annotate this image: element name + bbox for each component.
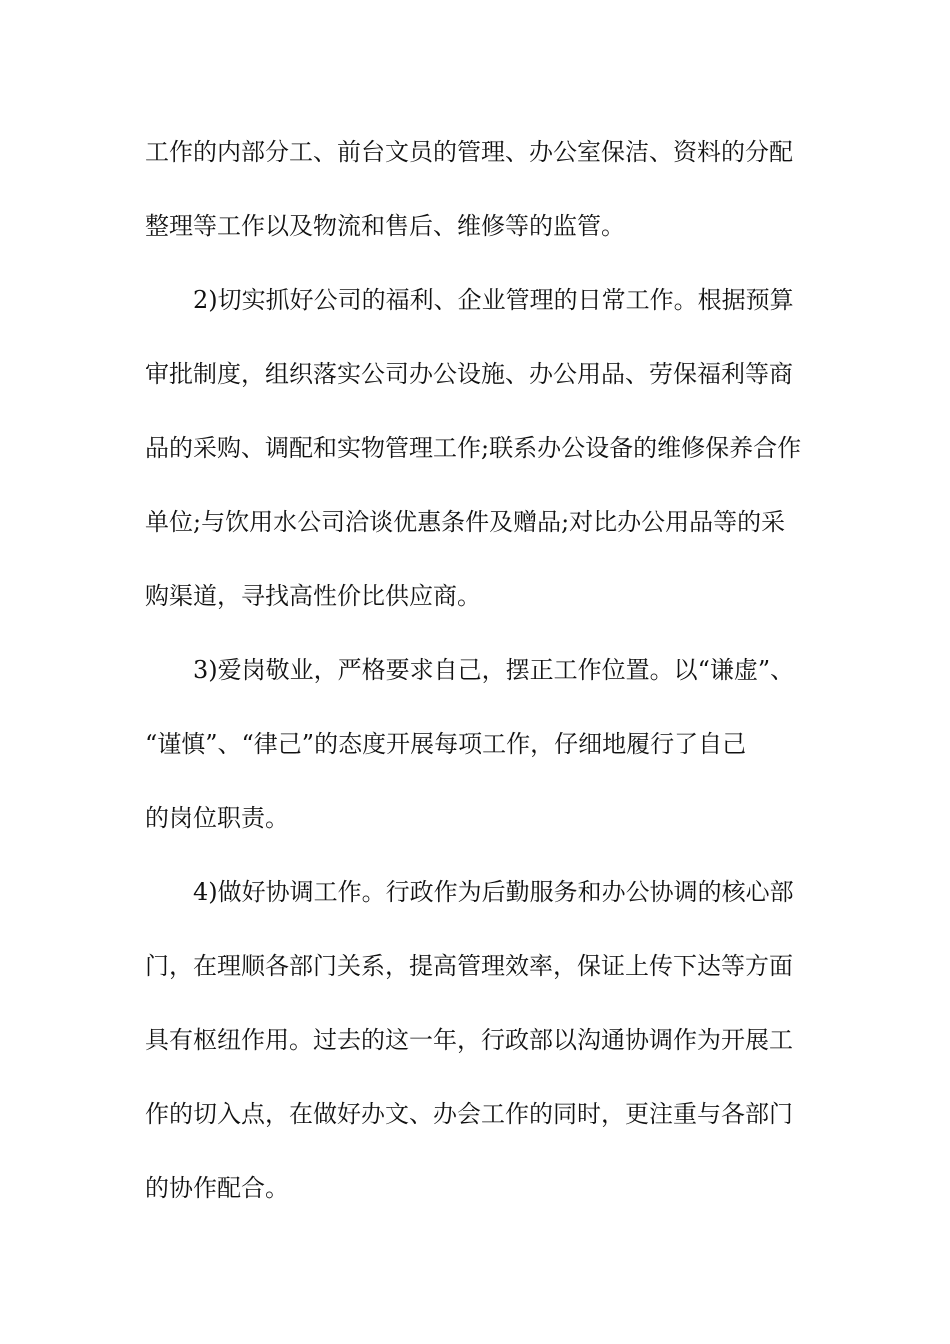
text-line: 具有枢纽作用。过去的这一年，行政部以沟通协调作为开展工 (145, 1026, 793, 1054)
text-line: “谨慎”、“律己”的态度开展每项工作，仔细地履行了自己 (145, 730, 747, 758)
text-line: 门，在理顺各部门关系，提高管理效率，保证上传下达等方面 (145, 952, 793, 980)
document-body (145, 128, 825, 1238)
text-line: 的岗位职责。 (145, 804, 289, 832)
text-line: 整理等工作以及物流和售后、维修等的监管。 (145, 212, 625, 240)
text-line: 审批制度，组织落实公司办公设施、办公用品、劳保福利等商 (145, 360, 793, 388)
text-line: 单位;与饮用水公司洽谈优惠条件及赠品;对比办公用品等的采 (145, 508, 786, 536)
paragraph-start-line: 4)做好协调工作。行政作为后勤服务和办公协调的核心部 (193, 878, 794, 906)
paragraph-start-line: 2)切实抓好公司的福利、企业管理的日常工作。根据预算 (193, 286, 794, 314)
text-line: 购渠道，寻找高性价比供应商。 (145, 582, 481, 610)
text-line: 工作的内部分工、前台文员的管理、办公室保洁、资料的分配 (145, 138, 793, 166)
text-line: 的协作配合。 (145, 1174, 289, 1202)
text-line: 作的切入点，在做好办文、办会工作的同时，更注重与各部门 (145, 1100, 793, 1128)
paragraph-start-line: 3)爱岗敬业，严格要求自己，摆正工作位置。以“谦虚”、 (193, 656, 795, 684)
text-line: 品的采购、调配和实物管理工作;联系办公设备的维修保养合作 (145, 434, 802, 462)
